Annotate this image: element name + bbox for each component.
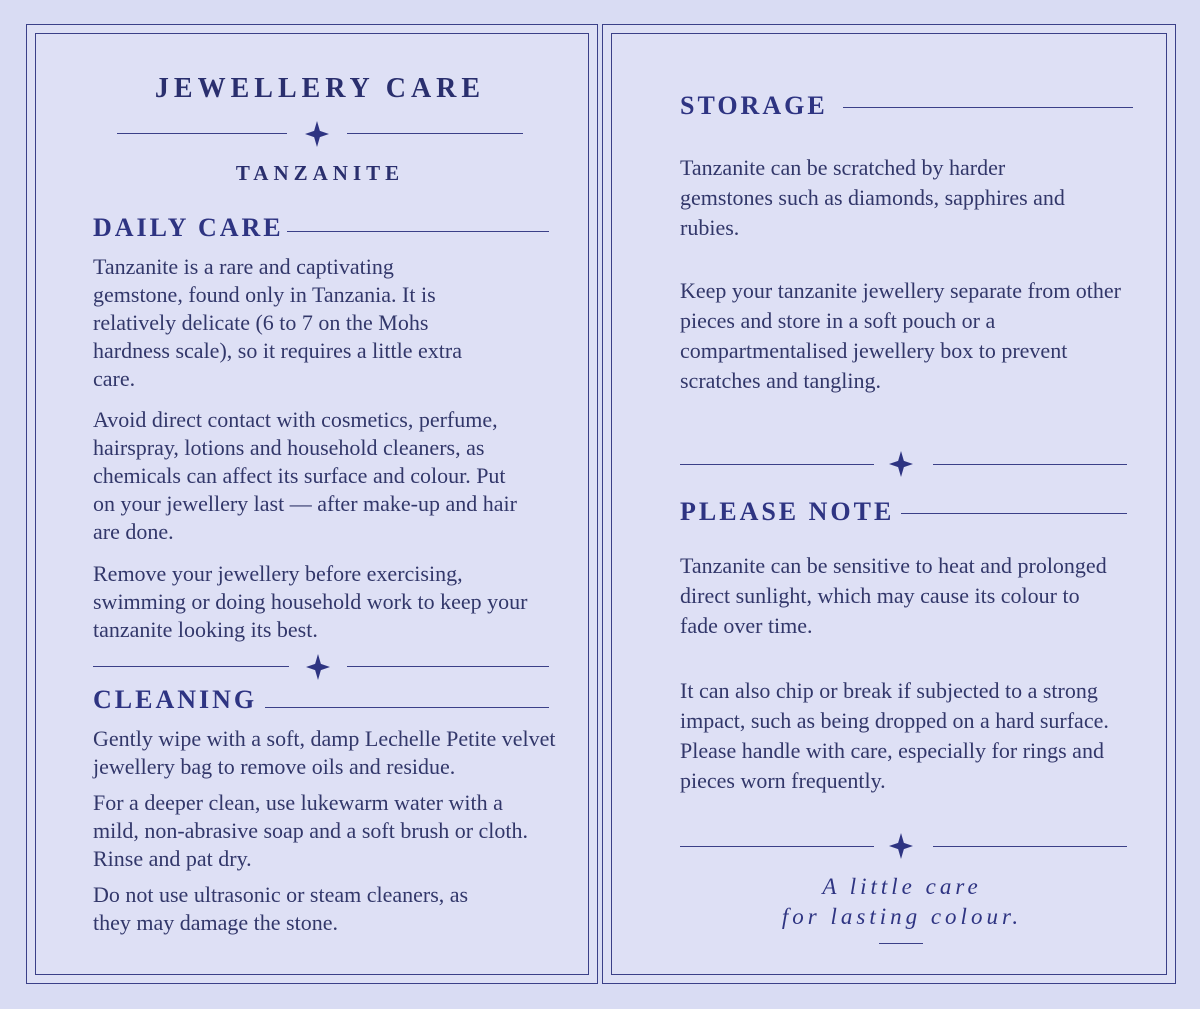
daily-care-paragraph-1: Tanzanite is a rare and captivating gemstone, found only in Tanzania. It is relatively delicate (6 to 7 on the Mohs hardness scale), so it requires a little extra care. <box>93 254 462 391</box>
cleaning-heading: CLEANING <box>93 685 258 714</box>
closing-divider-left <box>680 846 874 847</box>
closing-divider-right <box>933 846 1127 847</box>
cleaning-paragraph-1: Gently wipe with a soft, damp Lechelle Petite velvet jewellery bag to remove oils and residue. <box>93 726 556 779</box>
left-care-card <box>26 24 598 984</box>
section-divider-left <box>680 464 874 465</box>
storage-heading-rule <box>843 107 1133 108</box>
title-divider-right <box>347 133 523 134</box>
please-note-paragraph-1: Tanzanite can be sensitive to heat and prolonged direct sunlight, which may cause its colour to fade over time. <box>680 553 1107 638</box>
closing-line-1: A little care <box>822 874 982 899</box>
daily-care-heading: DAILY CARE <box>93 213 284 242</box>
closing-line-2: for lasting colour. <box>781 904 1023 929</box>
please-note-paragraph-2: It can also chip or break if subjected to a strong impact, such as being dropped on a hard surface. Please handle with care, especially for rings and pieces worn frequently. <box>680 678 1109 793</box>
storage-paragraph-1: Tanzanite can be scratched by harder gemstones such as diamonds, sapphires and rubies. <box>680 155 1065 240</box>
daily-care-paragraph-3: Remove your jewellery before exercising, swimming or doing household work to keep your tanzanite looking its best. <box>93 561 528 642</box>
right-care-card <box>602 24 1176 984</box>
daily-care-paragraph-2: Avoid direct contact with cosmetics, perfume, hairspray, lotions and household cleaners, as chemicals can affect its surface and colour. Put on your jewellery last — after make-up and hair are done. <box>93 407 517 544</box>
section-divider-right <box>347 666 549 667</box>
closing-underline <box>879 943 923 944</box>
storage-heading: STORAGE <box>680 91 828 120</box>
please-note-heading-rule <box>901 513 1127 514</box>
section-divider-left <box>93 666 289 667</box>
title-divider-left <box>117 133 287 134</box>
page-title: JEWELLERY CARE <box>154 73 486 104</box>
daily-care-heading-rule <box>287 231 549 232</box>
page-subtitle: TANZANITE <box>235 161 405 185</box>
cleaning-heading-rule <box>265 707 549 708</box>
cleaning-paragraph-3: Do not use ultrasonic or steam cleaners, as they may damage the stone. <box>93 882 469 935</box>
cleaning-paragraph-2: For a deeper clean, use lukewarm water with a mild, non-abrasive soap and a soft brush or cloth. Rinse and pat dry. <box>93 790 529 871</box>
closing-message <box>603 872 1200 932</box>
section-divider-right <box>933 464 1127 465</box>
storage-paragraph-2: Keep your tanzanite jewellery separate from other pieces and store in a soft pouch or a compartmentalised jewellery box to prevent scratches and tangling. <box>680 278 1122 393</box>
please-note-heading: PLEASE NOTE <box>680 497 895 526</box>
